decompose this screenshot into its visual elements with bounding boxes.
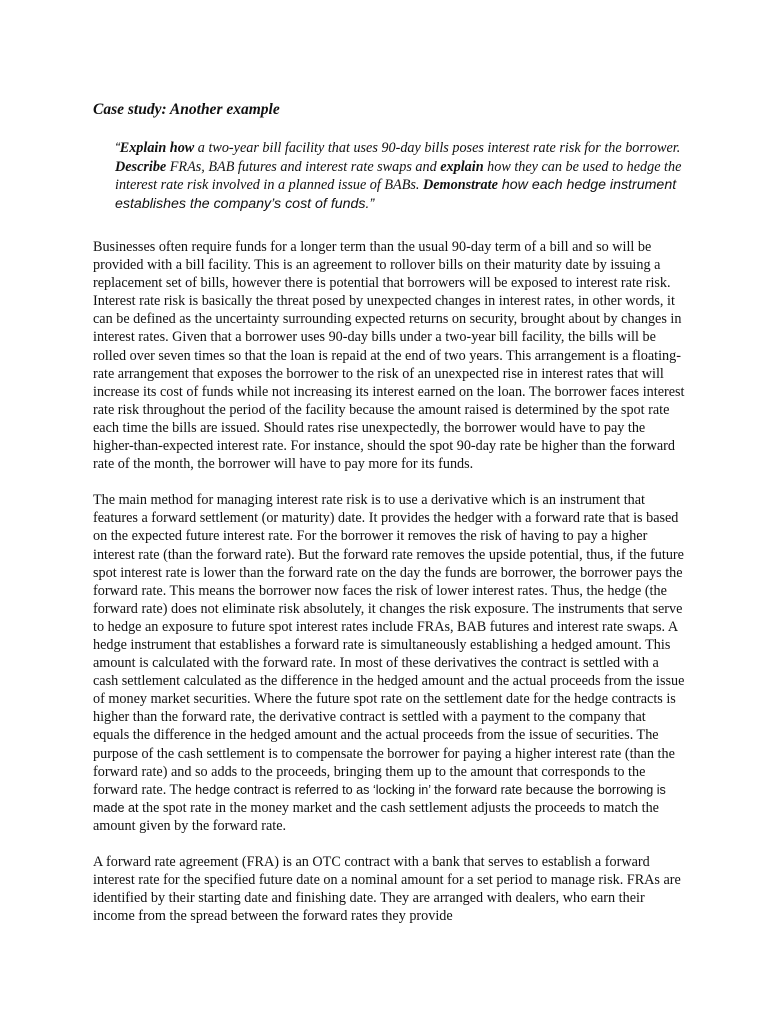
document-page [93, 100, 685, 943]
body-paragraph-3: A forward rate agreement (FRA) is an OTC contract with a bank that serves to establish a forward interest rate for the specified future date on a nominal amount for a set period to manage risk. FRAs are identified by their starting date and finishing date. They are arranged with dealers, who earn their income from the spread between the forward rates they provide [93, 854, 681, 925]
open-quote-mark: “ [115, 140, 120, 156]
quote-part: how each hedge instrument establishes the company’s cost of funds. [115, 177, 677, 212]
case-study-heading: Case study: Another example [93, 101, 280, 118]
body-paragraph-2 [93, 491, 685, 835]
quote-part: FRAs, BAB futures and interest rate swaps and [166, 158, 441, 175]
paragraph-text: the spot rate in the money market and the cash settlement adjusts the proceeds to match the amount given by the forward rate. [93, 799, 659, 834]
case-study-question [115, 139, 685, 213]
quote-part: explain [440, 158, 484, 175]
quote-part: how they can be used to hedge the interest rate risk involved in a planned issue of BABs. [115, 158, 682, 193]
paragraph-text-sans: hedge contract is referred to as ‘locking in’ the forward rate because the borrowing is made at [93, 782, 666, 815]
close-quote-mark: ” [369, 195, 375, 212]
paragraph-text: The main method for managing interest rate risk is to use a derivative which is an instrument that features a forward settlement (or maturity) date. It provides the hedger with a forward rate that is based on the expected future interest rate. For the borrower it removes the risk of having to pay a higher interest rate (than the forward rate). But the forward rate removes the upside potential, thus, if the future spot interest rate is lower than the forward rate on the day the funds are borrower, the borrower pays the forward rate. This means the borrower now faces the risk of lower interest rates. Thus, the hedge (the forward rate) does not eliminate risk absolutely, it changes the risk exposure. The instruments that serve to hedge an exposure to future spot interest rates include FRAs, BAB futures and interest rate swaps. A hedge instrument that establishes a forward rate is simultaneously establishing a hedged amount. This amount is calculated with the forward rate. In most of these derivatives the contract is settled with a cash settlement calculated as the difference in the hedged amount and the actual proceeds from the issue of money market securities. Where the future spot rate on the settlement date for the hedge contracts is higher than the forward rate, the derivative contract is settled with a payment to the company that equals the difference in the hedged amount and the actual proceeds from the issue of securities. The purpose of the cash settlement is to compensate the borrower for paying a higher interest rate (than the forward rate) and so adds to the proceeds, bringing them up to the amount that corresponds to the forward rate. The [93, 492, 685, 798]
quote-part: Describe [115, 158, 167, 175]
quote-part: Explain how [119, 140, 195, 156]
quote-part: a two-year bill facility that uses 90-day bills poses interest rate risk for the borrower. [194, 140, 681, 156]
quote-part: Demonstrate [423, 177, 498, 193]
body-paragraph-1: Businesses often require funds for a longer term than the usual 90-day term of a bill and so will be provided with a bill facility. This is an agreement to rollover bills on their maturity date by issuing a replacement set of bills, however there is potential that borrowers will be exposed to interest rate risk. Interest rate risk is basically the threat posed by unexpected changes in interest rates, in other words, it can be defined as the uncertainty surrounding expected returns on security, brought about by changes in interest rates. Given that a borrower uses 90-day bills under a two-year bill facility, the bills will be rolled over seven times so that the loan is repaid at the end of two years. This arrangement is a floating-rate arrangement that exposes the borrower to the risk of an unexpected rise in interest rates that will increase its cost of funds while not increasing its interest earned on the loan. The borrower faces interest rate risk throughout the period of the facility because the amount raised is determined by the spot rate each time the bills are issued. Should rates rise unexpectedly, the borrower would have to pay the higher-than-expected interest rate. For instance, should the spot 90-day rate be higher than the forward rate of the month, the borrower will have to pay more for its funds. [93, 239, 685, 473]
